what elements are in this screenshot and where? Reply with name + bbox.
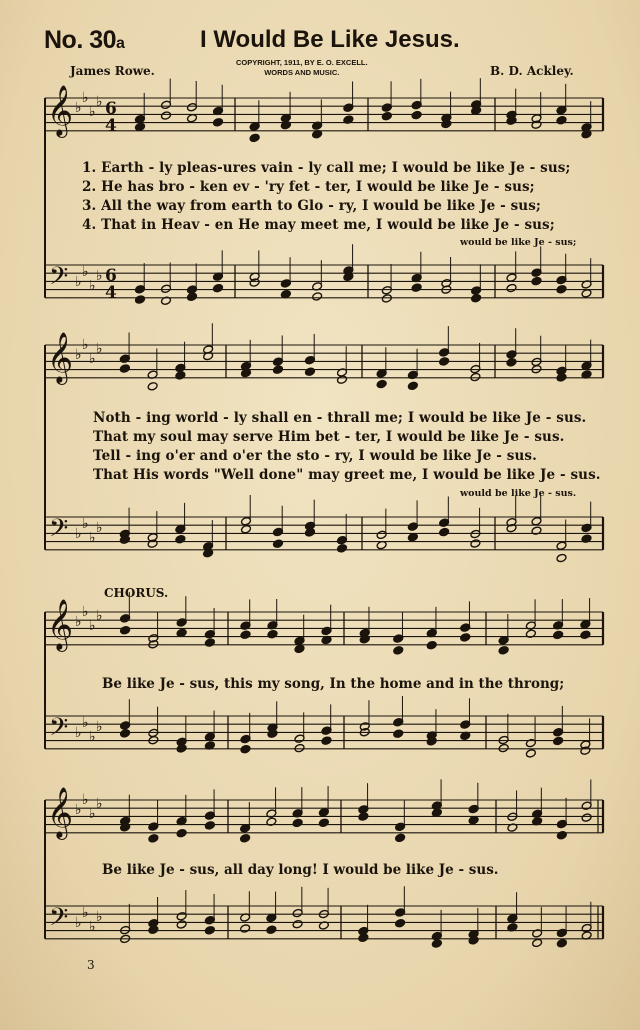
note-head — [135, 122, 146, 131]
note-head — [119, 364, 130, 373]
note-head — [376, 379, 387, 388]
note-head — [580, 630, 591, 639]
note-head — [187, 292, 198, 301]
flat-icon: ♭ — [89, 806, 96, 822]
note-head — [312, 292, 323, 301]
note-head — [204, 821, 215, 830]
note-head — [240, 834, 251, 843]
note-head — [292, 818, 303, 827]
bass-clef-icon: 𝄢 — [49, 713, 69, 748]
note-head — [337, 544, 348, 553]
note-head — [498, 646, 509, 655]
note-head — [240, 745, 251, 754]
note-head — [120, 729, 131, 738]
verse-2-line-1: 2. He has bro - ken ev - 'ry fet - ter, I would be like Je - sus; — [82, 179, 535, 195]
note-head — [148, 834, 159, 843]
note-head — [294, 644, 305, 653]
verse-1-line-1: 1. Earth - ly pleas-ures vain - ly call me; I would be like Je - sus; — [82, 160, 571, 176]
chorus-label: CHORUS. — [104, 586, 169, 600]
flat-icon: ♭ — [82, 264, 89, 280]
note-head — [273, 539, 284, 548]
flat-icon: ♭ — [96, 341, 103, 357]
note-head — [393, 646, 404, 655]
note-head — [556, 553, 567, 562]
flat-icon: ♭ — [82, 604, 89, 620]
note-head — [471, 294, 482, 303]
note-head — [506, 358, 517, 367]
note-head — [280, 120, 291, 129]
note-head — [556, 831, 567, 840]
flat-icon: ♭ — [82, 516, 89, 532]
note-head — [135, 295, 146, 304]
verse-2-line-2: That my soul may serve Him bet - ter, I would be like Je - sus. — [93, 429, 565, 445]
time-signature-bottom: 4 — [105, 283, 117, 303]
treble-clef-icon: 𝄞 — [47, 787, 74, 838]
hymn-number: No. 30a — [44, 26, 125, 54]
bass-clef-icon: 𝄢 — [49, 262, 69, 297]
note-head — [337, 375, 348, 384]
note-head — [318, 818, 329, 827]
copyright-notice — [236, 58, 368, 78]
note-head — [240, 630, 251, 639]
flat-icon: ♭ — [96, 909, 103, 925]
note-head — [498, 743, 509, 752]
note-head — [553, 630, 564, 639]
note-head — [175, 371, 186, 380]
note-head — [204, 926, 215, 935]
note-head — [393, 729, 404, 738]
note-head — [581, 813, 592, 822]
note-head — [431, 939, 442, 948]
verse-3-line-2: Tell - ing o'er and o'er the sto - ry, I would be like Je - sus. — [93, 448, 537, 464]
note-head — [506, 283, 517, 292]
flat-icon: ♭ — [96, 796, 103, 812]
verse-4-line-1: 4. That in Heav - en He may meet me, I would be like Je - sus; — [82, 217, 555, 233]
note-head — [161, 111, 172, 120]
flat-icon: ♭ — [75, 802, 82, 818]
note-head — [249, 133, 260, 142]
treble-clef-icon: 𝄞 — [47, 332, 74, 383]
hymn-suffix: a — [116, 35, 125, 52]
bass-echo-1: would be like Je - sus; — [460, 237, 577, 248]
flat-icon: ♭ — [75, 100, 82, 116]
flat-icon: ♭ — [96, 268, 103, 284]
chorus-line-1: Be like Je - sus, this my song, In the home and in the throng; — [102, 676, 565, 692]
flat-icon: ♭ — [96, 520, 103, 536]
bass-echo-2: would be like Je - sus. — [460, 488, 577, 499]
note-head — [525, 749, 536, 758]
note-head — [381, 111, 392, 120]
flat-icon: ♭ — [75, 614, 82, 630]
time-signature-bottom: 4 — [105, 116, 117, 136]
bass-clef-icon: 𝄢 — [49, 514, 69, 549]
note-head — [294, 743, 305, 752]
note-head — [176, 829, 187, 838]
note-head — [175, 535, 186, 544]
note-head — [411, 283, 422, 292]
note-head — [358, 812, 369, 821]
note-head — [470, 539, 481, 548]
note-head — [358, 933, 369, 942]
note-head — [120, 626, 131, 635]
flat-icon: ♭ — [82, 90, 89, 106]
note-head — [267, 630, 278, 639]
note-head — [411, 110, 422, 119]
flat-icon: ♭ — [89, 530, 96, 546]
author: James Rowe. — [70, 64, 155, 78]
hymn-title: I Would Be Like Jesus. — [200, 26, 460, 53]
flat-icon: ♭ — [96, 719, 103, 735]
note-head — [213, 118, 224, 127]
verse-4-line-2: That His words "Well done" may greet me, I would be like Je - sus. — [93, 467, 601, 483]
note-head — [556, 939, 567, 948]
copyright-subline: WORDS AND MUSIC. — [264, 68, 340, 77]
note-head — [213, 283, 224, 292]
note-head — [532, 938, 543, 947]
time-signature-top: 6 — [105, 99, 117, 119]
copyright-line: COPYRIGHT, 1911, BY E. O. EXCELL. — [236, 58, 368, 67]
note-head — [266, 925, 277, 934]
note-head — [176, 920, 187, 929]
flat-icon: ♭ — [75, 347, 82, 363]
note-head — [460, 633, 471, 642]
flat-icon: ♭ — [96, 608, 103, 624]
flat-icon: ♭ — [89, 618, 96, 634]
flat-icon: ♭ — [89, 919, 96, 935]
note-head — [470, 372, 481, 381]
note-head — [426, 641, 437, 650]
note-head — [240, 924, 251, 933]
time-signature-top: 6 — [105, 266, 117, 286]
page-number: 3 — [87, 958, 95, 972]
bass-clef-icon: 𝄢 — [49, 903, 69, 938]
flat-icon: ♭ — [75, 526, 82, 542]
flat-icon: ♭ — [89, 104, 96, 120]
chorus-line-2: Be like Je - sus, all day long! I would be like Je - sus. — [102, 862, 499, 878]
flat-icon: ♭ — [82, 792, 89, 808]
note-head — [556, 285, 567, 294]
verse-3-line-1: 3. All the way from earth to Glo - ry, I would be like Je - sus; — [82, 198, 541, 214]
flat-icon: ♭ — [82, 715, 89, 731]
flat-icon: ♭ — [89, 351, 96, 367]
flat-icon: ♭ — [89, 278, 96, 294]
note-head — [305, 367, 316, 376]
note-head — [531, 276, 542, 285]
flat-icon: ♭ — [82, 337, 89, 353]
flat-icon: ♭ — [96, 94, 103, 110]
flat-icon: ♭ — [82, 905, 89, 921]
note-head — [147, 382, 158, 391]
note-head — [321, 736, 332, 745]
flat-icon: ♭ — [75, 915, 82, 931]
treble-clef-icon: 𝄞 — [47, 85, 74, 136]
note-head — [381, 294, 392, 303]
verse-1-line-2: Noth - ing world - ly shall en - thrall me; I would be like Je - sus. — [93, 410, 587, 426]
treble-clef-icon: 𝄞 — [47, 599, 74, 650]
note-head — [407, 381, 418, 390]
flat-icon: ♭ — [89, 729, 96, 745]
note-head — [395, 833, 406, 842]
composer: B. D. Ackley. — [490, 64, 574, 78]
note-head — [439, 527, 450, 536]
note-head — [395, 919, 406, 928]
note-head — [439, 357, 450, 366]
note-head — [292, 919, 303, 928]
note-head — [241, 525, 252, 534]
note-head — [556, 116, 567, 125]
flat-icon: ♭ — [75, 274, 82, 290]
note-head — [553, 736, 564, 745]
flat-icon: ♭ — [75, 725, 82, 741]
note-head — [273, 365, 284, 374]
note-head — [204, 638, 215, 647]
